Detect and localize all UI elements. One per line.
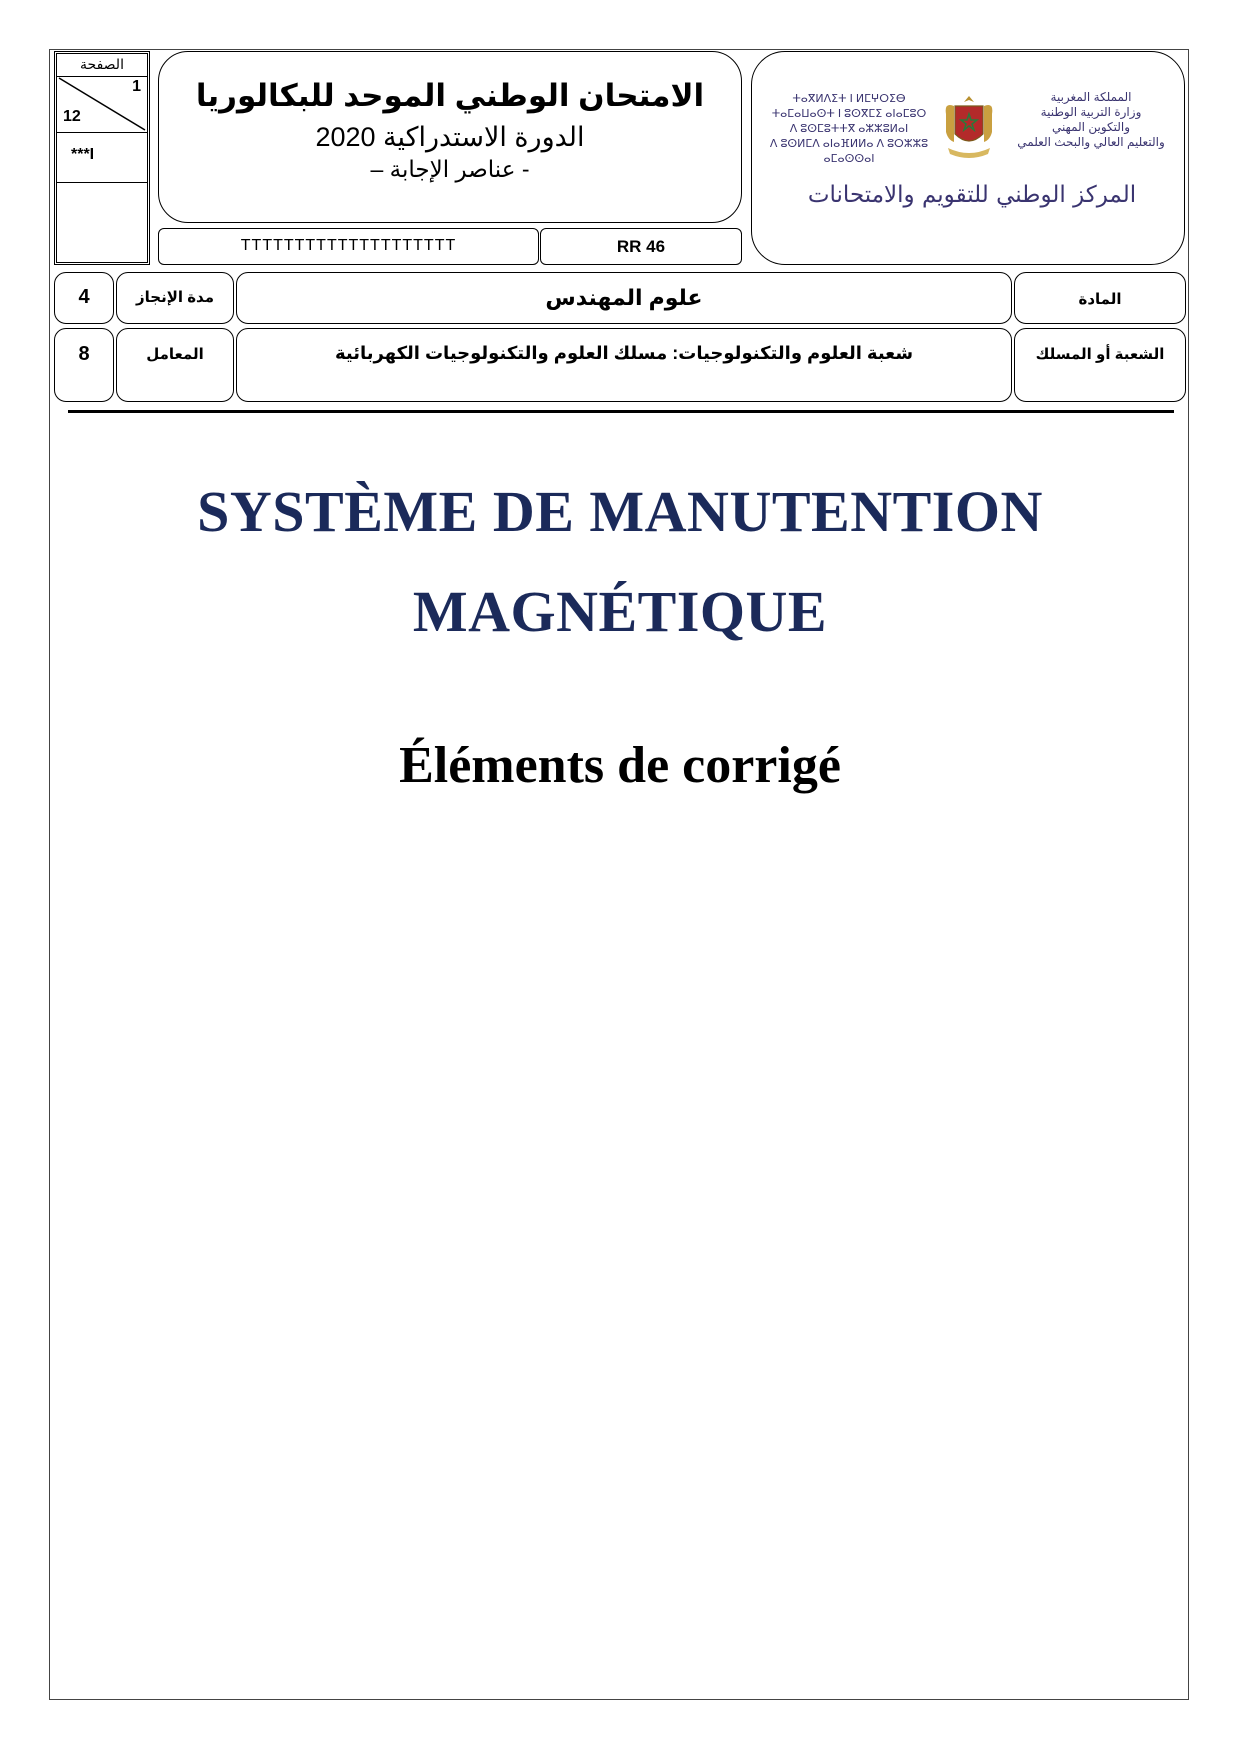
exam-code: RR 46 (616, 237, 666, 256)
page-number-cell (57, 76, 147, 133)
code-strip-box (158, 228, 539, 265)
coefficient-value: 8 (78, 343, 90, 365)
exam-title-box (158, 51, 742, 223)
exam-subtitle: - عناصر الإجابة – (370, 156, 530, 182)
stream-label: الشعبة أو المسلك (1035, 346, 1165, 363)
subject-value-box (236, 272, 1012, 324)
exam-title: الامتحان الوطني الموحد للبكالوريا (195, 78, 705, 113)
tifinagh-block (764, 92, 934, 167)
institution-box (751, 51, 1185, 265)
arabic-line-4: والتعليم العالي والبحث العلمي (1017, 135, 1165, 149)
stream-value-box (236, 328, 1012, 402)
exam-code-box (540, 228, 742, 265)
arabic-line-2: وزارة التربية الوطنية (1040, 105, 1142, 119)
arabic-institution-block (1002, 90, 1180, 150)
document-subtitle: Éléments de corrigé (399, 737, 841, 794)
center-name: المركز الوطني للتقويم والامتحانات (807, 182, 1137, 208)
stream-label-box (1014, 328, 1186, 402)
coefficient-label-box (116, 328, 234, 402)
coat-of-arms-icon (940, 92, 998, 160)
subject-label: المادة (1078, 291, 1122, 308)
arabic-line-1: المملكة المغربية (1050, 90, 1132, 104)
document-title-line-1: SYSTÈME DE MANUTENTION (197, 479, 1043, 544)
arabic-line-3: والتكوين المهني (1051, 120, 1131, 134)
stream-value: شعبة العلوم والتكنولوجيات: مسلك العلوم والتكنولوجيات الكهربائية (334, 343, 914, 363)
tifinagh-line-2: ⵜⴰⵎⴰⵡⴰⵙⵜ ⵏ ⵓⵙⴳⵎⵉ ⴰⵏⴰⵎⵓⵔ (771, 108, 927, 120)
page-code: ***I (71, 146, 95, 163)
exam-session: الدورة الاستدراكية 2020 (315, 122, 585, 152)
page-code-cell (57, 134, 147, 183)
tifinagh-line-3: ⴷ ⵓⵙⵎⵓⵜⵜⴳ ⴰⵣⵣⵓⵍⴰⵏ (789, 123, 909, 135)
document-title-line-2: MAGNÉTIQUE (412, 579, 828, 644)
subject-value: علوم المهندس (545, 285, 703, 310)
duration-value: 4 (78, 286, 90, 308)
tifinagh-line-4: ⴷ ⵓⵙⵍⵎⴷ ⴰⵏⴰⴼⵍⵍⴰ ⴷ ⵓⵔⵣⵣⵓ ⴰⵎⴰⵙⵙⴰⵏ (769, 138, 929, 165)
coefficient-value-box (54, 328, 114, 402)
page-counter-box (54, 51, 150, 265)
code-strip: TTTTTTTTTTTTTTTTTTTT (240, 237, 457, 254)
page-current: 1 (132, 78, 141, 95)
duration-label-box (116, 272, 234, 324)
subject-label-box (1014, 272, 1186, 324)
coefficient-label: المعامل (146, 346, 204, 363)
tifinagh-line-1: ⵜⴰⴳⵍⴷⵉⵜ ⵏ ⵍⵎⵖⵔⵉⴱ (792, 93, 906, 105)
header-divider (68, 410, 1174, 413)
duration-label: مدة الإنجاز (136, 289, 214, 306)
duration-value-box (54, 272, 114, 324)
page-label: الصفحة (57, 54, 147, 77)
page-total: 12 (63, 108, 81, 125)
